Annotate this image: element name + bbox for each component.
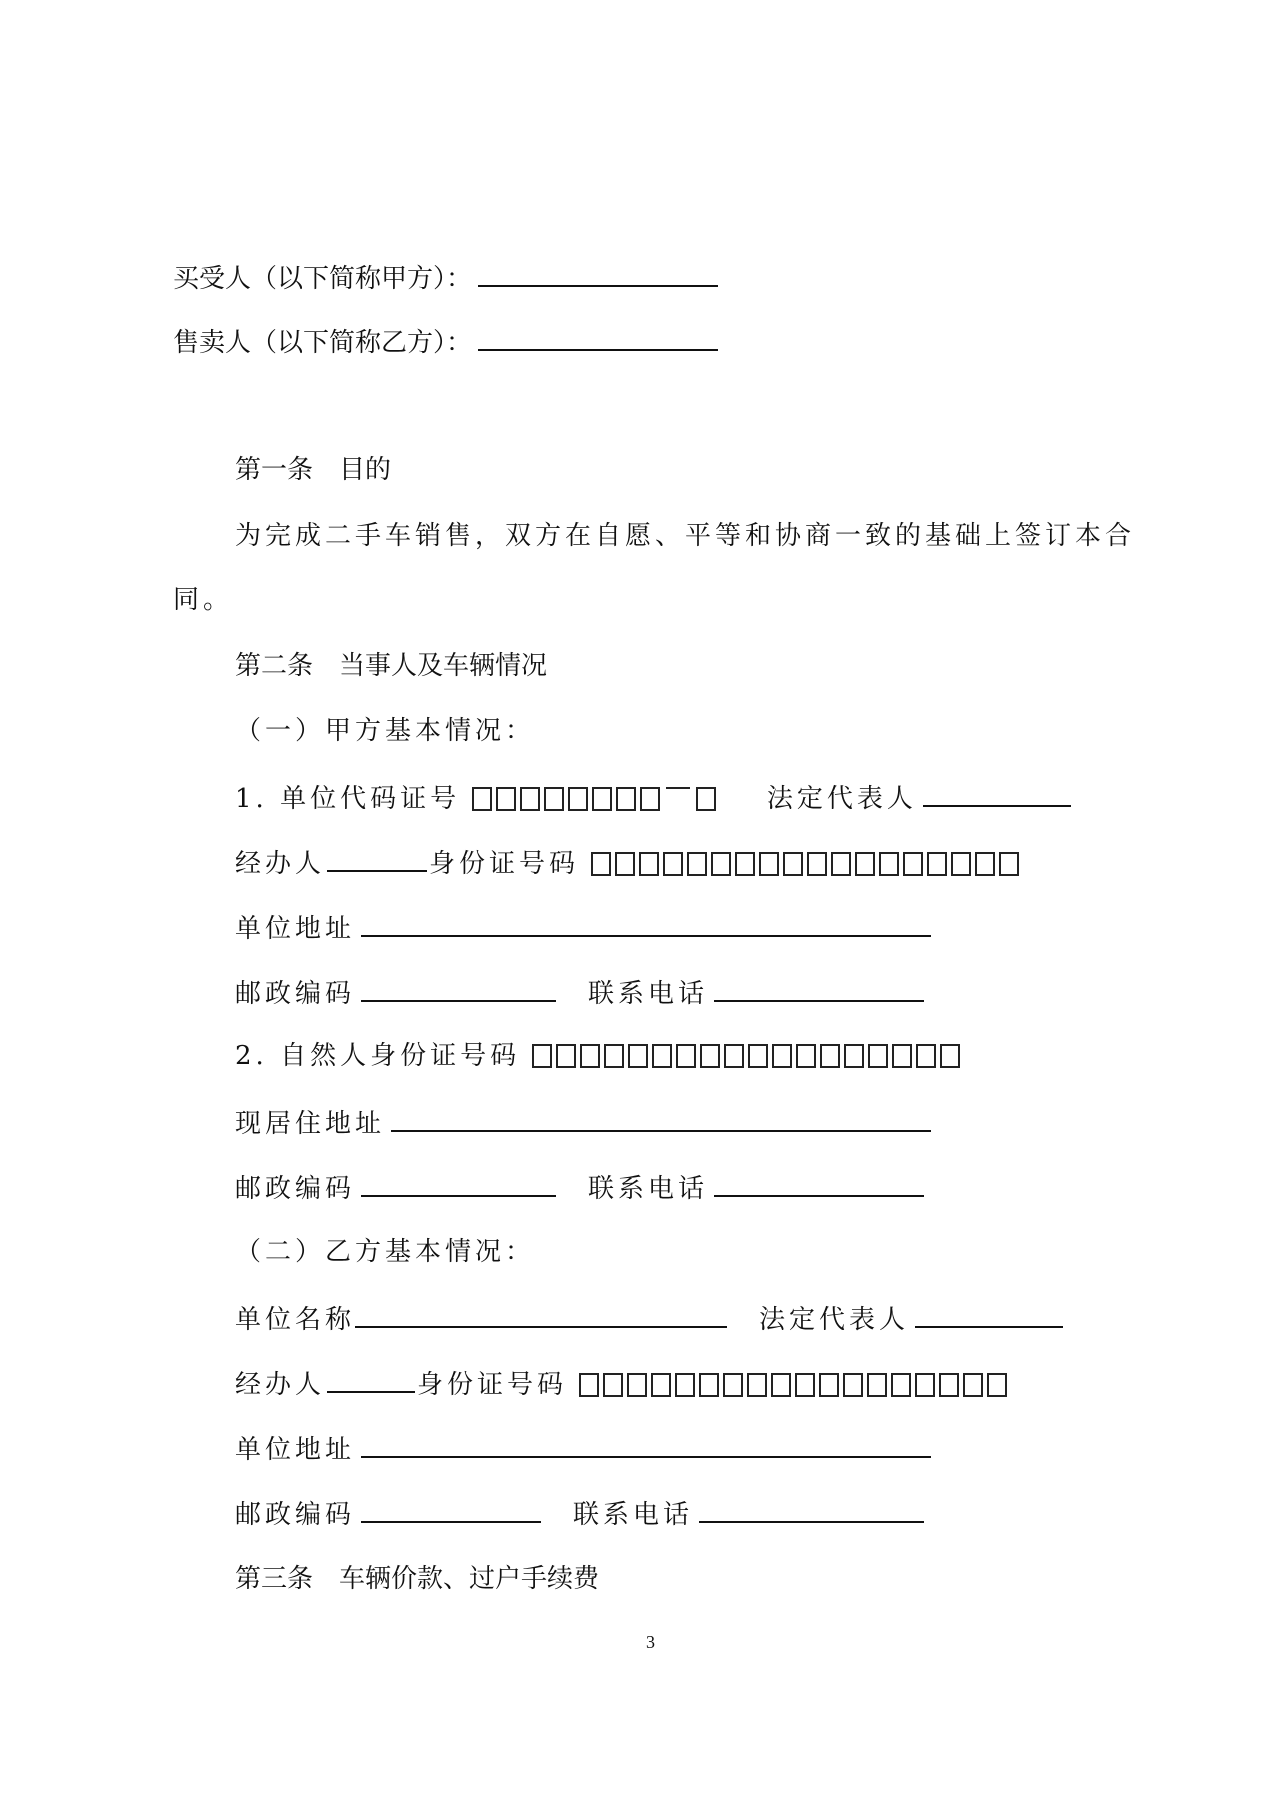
- address-field[interactable]: [361, 1430, 931, 1458]
- page-number: 3: [646, 1632, 655, 1652]
- digit-box[interactable]: [916, 1044, 936, 1068]
- digit-box[interactable]: [844, 1044, 864, 1068]
- party-a-contact-line: [235, 974, 930, 1011]
- id-number-boxes[interactable]: [591, 852, 1019, 876]
- digit-box[interactable]: [783, 852, 803, 876]
- digit-box[interactable]: [616, 787, 636, 811]
- party-b-agent-line: [235, 1365, 1007, 1402]
- digit-box[interactable]: [724, 1044, 744, 1068]
- digit-box[interactable]: [868, 1044, 888, 1068]
- digit-box[interactable]: [843, 1373, 863, 1397]
- digit-box[interactable]: [532, 1044, 552, 1068]
- digit-box[interactable]: [675, 1373, 695, 1397]
- digit-box[interactable]: [855, 852, 875, 876]
- digit-box[interactable]: [759, 852, 779, 876]
- party-b-address-line: [235, 1430, 937, 1467]
- digit-box[interactable]: [700, 1044, 720, 1068]
- digit-box[interactable]: [867, 1373, 887, 1397]
- phone-field[interactable]: [699, 1495, 924, 1523]
- id-number-boxes[interactable]: [579, 1373, 1007, 1397]
- digit-box[interactable]: [496, 787, 516, 811]
- address-field[interactable]: [361, 909, 931, 937]
- digit-box[interactable]: [879, 852, 899, 876]
- digit-box[interactable]: [639, 852, 659, 876]
- digit-box[interactable]: [807, 852, 827, 876]
- unit-code-boxes[interactable]: [472, 787, 716, 811]
- digit-box[interactable]: [951, 852, 971, 876]
- buyer-label: 买受人（以下简称甲方）：: [173, 264, 473, 294]
- postcode-field[interactable]: [361, 1495, 541, 1523]
- id-label: 身份证号码: [429, 849, 580, 879]
- digit-box[interactable]: [628, 1044, 648, 1068]
- digit-box[interactable]: [592, 787, 612, 811]
- check-digit-box[interactable]: [696, 787, 716, 811]
- digit-box[interactable]: [747, 1373, 767, 1397]
- phone-field[interactable]: [714, 974, 924, 1002]
- digit-box[interactable]: [796, 1044, 816, 1068]
- legal-rep-label: 法定代表人: [766, 784, 917, 814]
- digit-box[interactable]: [663, 852, 683, 876]
- postcode-label: 邮政编码: [235, 1174, 356, 1204]
- legal-rep-field[interactable]: [915, 1300, 1063, 1328]
- postcode-field[interactable]: [361, 974, 556, 1002]
- digit-box[interactable]: [556, 1044, 576, 1068]
- agent-field[interactable]: [327, 1365, 415, 1393]
- digit-box[interactable]: [999, 852, 1019, 876]
- digit-box[interactable]: [579, 1373, 599, 1397]
- party-a-unit-code-line: [235, 779, 1077, 816]
- seller-name-field[interactable]: [478, 323, 718, 351]
- digit-box[interactable]: [831, 852, 851, 876]
- digit-box[interactable]: [676, 1044, 696, 1068]
- article1-paragraph-line2: 同。: [173, 585, 234, 615]
- digit-box[interactable]: [604, 1044, 624, 1068]
- digit-box[interactable]: [927, 852, 947, 876]
- natural-person-id-line: [235, 1039, 960, 1073]
- unit-code-label: 1. 单位代码证号: [235, 784, 461, 814]
- digit-box[interactable]: [772, 1044, 792, 1068]
- digit-box[interactable]: [723, 1373, 743, 1397]
- agent-field[interactable]: [327, 844, 427, 872]
- residence-label: 现居住地址: [235, 1109, 386, 1139]
- article3-heading: 第三条 车辆价款、过户手续费: [235, 1564, 600, 1594]
- digit-box[interactable]: [735, 852, 755, 876]
- digit-box[interactable]: [627, 1373, 647, 1397]
- party-b-contact-line: [235, 1495, 930, 1532]
- digit-box[interactable]: [963, 1373, 983, 1397]
- digit-box[interactable]: [544, 787, 564, 811]
- article1-paragraph-line1: 为完成二手车销售，双方在自愿、平等和协商一致的基础上签订本合: [235, 521, 1136, 551]
- legal-rep-label: 法定代表人: [759, 1305, 910, 1335]
- party-b-heading: （二）乙方基本情况：: [235, 1237, 536, 1267]
- article2-heading: 第二条 当事人及车辆情况: [235, 651, 548, 681]
- digit-box[interactable]: [640, 787, 660, 811]
- agent-label: 经办人: [235, 1370, 326, 1400]
- party-a-heading: （一）甲方基本情况：: [235, 716, 536, 746]
- party-a-address-line: [235, 909, 937, 946]
- digit-box[interactable]: [748, 1044, 768, 1068]
- digit-box[interactable]: [520, 787, 540, 811]
- phone-field[interactable]: [714, 1169, 924, 1197]
- legal-rep-field[interactable]: [923, 779, 1071, 807]
- natural-person-id-label: 2. 自然人身份证号码: [235, 1041, 521, 1071]
- digit-box[interactable]: [939, 1373, 959, 1397]
- unit-name-field[interactable]: [355, 1300, 727, 1328]
- phone-label: 联系电话: [588, 1174, 709, 1204]
- digit-box[interactable]: [771, 1373, 791, 1397]
- digit-box[interactable]: [615, 852, 635, 876]
- postcode-label: 邮政编码: [235, 1500, 356, 1530]
- residence-field[interactable]: [391, 1104, 931, 1132]
- party-b-unit-name-line: [235, 1300, 1069, 1337]
- phone-label: 联系电话: [588, 979, 709, 1009]
- digit-box[interactable]: [891, 1373, 911, 1397]
- buyer-line: [173, 259, 724, 296]
- natural-person-id-boxes[interactable]: [532, 1044, 960, 1068]
- digit-box[interactable]: [652, 1044, 672, 1068]
- digit-box[interactable]: [987, 1373, 1007, 1397]
- digit-box[interactable]: [975, 852, 995, 876]
- postcode-label: 邮政编码: [235, 979, 356, 1009]
- seller-label: 售卖人（以下简称乙方）：: [173, 328, 473, 358]
- digit-box[interactable]: [903, 852, 923, 876]
- digit-box[interactable]: [651, 1373, 671, 1397]
- unit-name-label: 单位名称: [235, 1305, 356, 1335]
- digit-box[interactable]: [820, 1044, 840, 1068]
- digit-box[interactable]: [819, 1373, 839, 1397]
- digit-box[interactable]: [699, 1373, 719, 1397]
- postcode-field[interactable]: [361, 1169, 556, 1197]
- agent-label: 经办人: [235, 849, 326, 879]
- address-label: 单位地址: [235, 914, 356, 944]
- digit-box[interactable]: [591, 852, 611, 876]
- id-label: 身份证号码: [417, 1370, 568, 1400]
- digit-box[interactable]: [915, 1373, 935, 1397]
- seller-line: [173, 323, 724, 360]
- digit-box[interactable]: [603, 1373, 623, 1397]
- party-a-agent-line: [235, 844, 1019, 881]
- digit-box[interactable]: [711, 852, 731, 876]
- buyer-name-field[interactable]: [478, 259, 718, 287]
- digit-box[interactable]: [892, 1044, 912, 1068]
- digit-box[interactable]: [580, 1044, 600, 1068]
- digit-box[interactable]: [940, 1044, 960, 1068]
- digit-box[interactable]: [568, 787, 588, 811]
- phone-label: 联系电话: [573, 1500, 694, 1530]
- digit-box[interactable]: [687, 852, 707, 876]
- residence-line: [235, 1104, 937, 1141]
- digit-box[interactable]: [472, 787, 492, 811]
- natural-person-contact-line: [235, 1169, 930, 1206]
- dash-separator: [666, 787, 690, 811]
- address-label: 单位地址: [235, 1435, 356, 1465]
- digit-box[interactable]: [795, 1373, 815, 1397]
- article1-heading: 第一条 目的: [235, 455, 392, 485]
